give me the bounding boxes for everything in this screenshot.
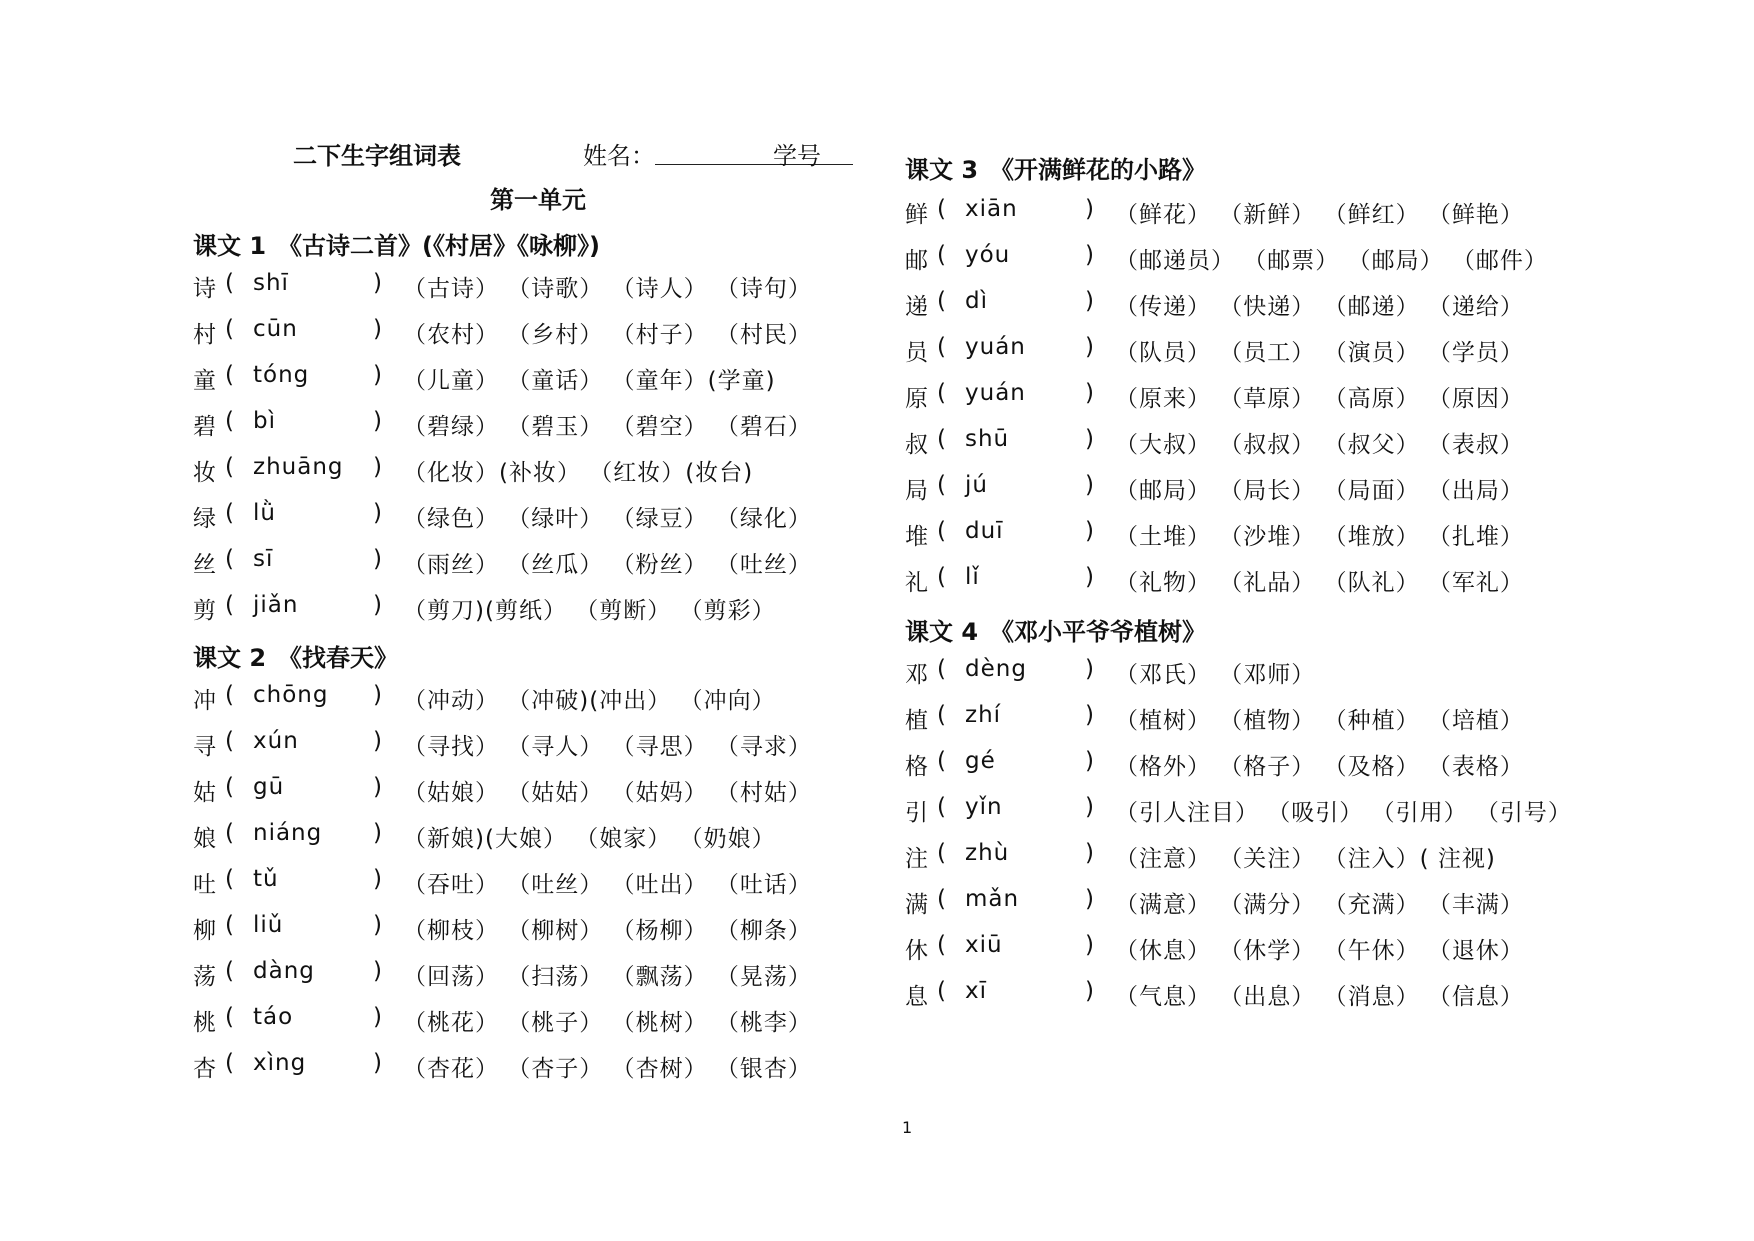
- word-list: （姑娘） （姑姑） （姑妈） （村姑）: [403, 780, 812, 806]
- paren-close: ): [1085, 426, 1094, 452]
- paren-open: (: [937, 334, 946, 360]
- paren-open: (: [937, 932, 946, 958]
- pinyin: jiǎn: [253, 592, 299, 618]
- word-list: （雨丝） （丝瓜） （粉丝） （吐丝）: [403, 552, 812, 578]
- paren-close: ): [1085, 334, 1094, 360]
- character: 绿: [193, 506, 216, 532]
- word-list: （邓氏） （邓师）: [1115, 662, 1316, 688]
- character: 员: [905, 340, 928, 366]
- character: 姑: [193, 780, 216, 806]
- paren-open: (: [225, 500, 234, 526]
- paren-close: ): [373, 546, 382, 572]
- paren-open: (: [937, 748, 946, 774]
- pinyin: mǎn: [965, 886, 1020, 912]
- unit-title: 第一单元: [490, 186, 586, 214]
- character: 杏: [193, 1056, 216, 1082]
- character: 格: [905, 754, 928, 780]
- word-list: （农村） （乡村） （村子） （村民）: [403, 322, 812, 348]
- word-list: （气息） （出息） （消息） （信息）: [1115, 984, 1524, 1010]
- paren-close: ): [1085, 656, 1094, 682]
- pinyin: xī: [965, 978, 988, 1004]
- paren-close: ): [373, 270, 382, 296]
- pinyin: tǔ: [253, 866, 279, 892]
- pinyin: liǔ: [253, 912, 284, 938]
- paren-close: ): [373, 500, 382, 526]
- paren-close: ): [1085, 242, 1094, 268]
- lesson-title: 课文 2 《找春天》: [193, 644, 399, 672]
- character: 注: [905, 846, 928, 872]
- pinyin: gū: [253, 774, 285, 800]
- paren-close: ): [1085, 794, 1094, 820]
- paren-close: ): [373, 912, 382, 938]
- character: 局: [905, 478, 928, 504]
- paren-close: ): [373, 316, 382, 342]
- pinyin: yǐn: [965, 794, 1003, 820]
- pinyin: táo: [253, 1004, 294, 1030]
- pinyin: zhuāng: [253, 454, 344, 480]
- paren-close: ): [1085, 196, 1094, 222]
- character: 邮: [905, 248, 928, 274]
- paren-close: ): [373, 958, 382, 984]
- pinyin: zhí: [965, 702, 1002, 728]
- pinyin: shū: [965, 426, 1010, 452]
- pinyin: lǜ: [253, 500, 276, 526]
- pinyin: xiān: [965, 196, 1018, 222]
- paren-close: ): [373, 362, 382, 388]
- pinyin: xún: [253, 728, 299, 754]
- word-list: （大叔） （叔叔） （叔父） （表叔）: [1115, 432, 1524, 458]
- pinyin: lǐ: [965, 564, 980, 590]
- name-blank-line: [655, 164, 853, 165]
- character: 满: [905, 892, 928, 918]
- paren-open: (: [937, 242, 946, 268]
- paren-open: (: [225, 1050, 234, 1076]
- paren-close: ): [1085, 886, 1094, 912]
- paren-close: ): [1085, 380, 1094, 406]
- paren-open: (: [225, 774, 234, 800]
- paren-open: (: [225, 820, 234, 846]
- paren-open: (: [937, 702, 946, 728]
- word-list: （绿色） （绿叶） （绿豆） （绿化）: [403, 506, 812, 532]
- paren-open: (: [225, 592, 234, 618]
- pinyin: dèng: [965, 656, 1027, 682]
- pinyin: jú: [965, 472, 988, 498]
- pinyin: sī: [253, 546, 274, 572]
- character: 引: [905, 800, 928, 826]
- paren-open: (: [937, 564, 946, 590]
- pinyin: chōng: [253, 682, 329, 708]
- character: 娘: [193, 826, 216, 852]
- character: 叔: [905, 432, 928, 458]
- paren-close: ): [1085, 288, 1094, 314]
- word-list: （鲜花） （新鲜） （鲜红） （鲜艳）: [1115, 202, 1524, 228]
- character: 碧: [193, 414, 216, 440]
- pinyin: xìng: [253, 1050, 307, 1076]
- word-list: （队员） （员工） （演员） （学员）: [1115, 340, 1524, 366]
- word-list: （休息） （休学） （午休） （退休）: [1115, 938, 1524, 964]
- character: 桃: [193, 1010, 216, 1036]
- student-id-label: 学号: [773, 142, 821, 170]
- pinyin: yuán: [965, 334, 1026, 360]
- character: 村: [193, 322, 216, 348]
- word-list: （古诗） （诗歌） （诗人） （诗句）: [403, 276, 812, 302]
- paren-close: ): [1085, 564, 1094, 590]
- character: 堆: [905, 524, 928, 550]
- word-list: （格外） （格子） （及格） （表格）: [1115, 754, 1524, 780]
- paren-open: (: [225, 362, 234, 388]
- pinyin: xiū: [965, 932, 1003, 958]
- paren-close: ): [373, 682, 382, 708]
- paren-close: ): [373, 820, 382, 846]
- word-list: （植树） （植物） （种植） （培植）: [1115, 708, 1524, 734]
- paren-close: ): [373, 408, 382, 434]
- character: 诗: [193, 276, 216, 302]
- pinyin: duī: [965, 518, 1004, 544]
- word-list: （碧绿） （碧玉） （碧空） （碧石）: [403, 414, 812, 440]
- paren-close: ): [1085, 840, 1094, 866]
- paren-open: (: [225, 728, 234, 754]
- paren-open: (: [937, 794, 946, 820]
- character: 柳: [193, 918, 216, 944]
- header: [193, 136, 883, 176]
- word-list: （剪刀)(剪纸） （剪断） （剪彩）: [403, 598, 776, 624]
- word-list: （土堆） （沙堆） （堆放） （扎堆）: [1115, 524, 1524, 550]
- paren-open: (: [937, 656, 946, 682]
- paren-open: (: [937, 288, 946, 314]
- word-list: （引人注目） （吸引） （引用） （引号）: [1115, 800, 1572, 826]
- character: 礼: [905, 570, 928, 596]
- paren-open: (: [937, 840, 946, 866]
- paren-open: (: [937, 472, 946, 498]
- word-list: （传递） （快递） （邮递） （递给）: [1115, 294, 1524, 320]
- paren-close: ): [1085, 518, 1094, 544]
- word-list: （满意） （满分） （充满） （丰满）: [1115, 892, 1524, 918]
- character: 荡: [193, 964, 216, 990]
- paren-open: (: [937, 426, 946, 452]
- word-list: （寻找） （寻人） （寻思） （寻求）: [403, 734, 812, 760]
- paren-close: ): [373, 774, 382, 800]
- pinyin: dì: [965, 288, 988, 314]
- character: 冲: [193, 688, 216, 714]
- pinyin: shī: [253, 270, 289, 296]
- paren-close: ): [373, 728, 382, 754]
- paren-close: ): [373, 592, 382, 618]
- pinyin: yóu: [965, 242, 1011, 268]
- paren-close: ): [373, 454, 382, 480]
- word-list: （回荡） （扫荡） （飘荡） （晃荡）: [403, 964, 812, 990]
- pinyin: bì: [253, 408, 276, 434]
- character: 寻: [193, 734, 216, 760]
- paren-open: (: [937, 518, 946, 544]
- word-list: （礼物） （礼品） （队礼） （军礼）: [1115, 570, 1524, 596]
- character: 邓: [905, 662, 928, 688]
- paren-open: (: [225, 866, 234, 892]
- lesson-title: 课文 4 《邓小平爷爷植树》: [905, 618, 1207, 646]
- character: 童: [193, 368, 216, 394]
- paren-close: ): [1085, 702, 1094, 728]
- character: 剪: [193, 598, 216, 624]
- paren-open: (: [225, 958, 234, 984]
- paren-open: (: [225, 408, 234, 434]
- lesson-title: 课文 3 《开满鲜花的小路》: [905, 156, 1207, 184]
- document-title: 二下生字组词表: [293, 142, 461, 170]
- word-list: （邮局） （局长） （局面） （出局）: [1115, 478, 1524, 504]
- pinyin: dàng: [253, 958, 315, 984]
- paren-close: ): [1085, 472, 1094, 498]
- paren-open: (: [225, 316, 234, 342]
- pinyin: cūn: [253, 316, 298, 342]
- character: 递: [905, 294, 928, 320]
- paren-close: ): [373, 866, 382, 892]
- character: 息: [905, 984, 928, 1010]
- paren-open: (: [937, 978, 946, 1004]
- word-list: （冲动） （冲破)(冲出） （冲向）: [403, 688, 776, 714]
- word-list: （儿童） （童话） （童年）(学童): [403, 368, 776, 394]
- pinyin: niáng: [253, 820, 323, 846]
- word-list: （注意） （关注） （注入）( 注视): [1115, 846, 1496, 872]
- paren-open: (: [225, 454, 234, 480]
- character: 吐: [193, 872, 216, 898]
- paren-close: ): [1085, 978, 1094, 1004]
- name-label: 姓名：: [583, 142, 655, 170]
- word-list: （柳枝） （柳树） （杨柳） （柳条）: [403, 918, 812, 944]
- paren-close: ): [1085, 748, 1094, 774]
- paren-close: ): [373, 1004, 382, 1030]
- paren-open: (: [225, 546, 234, 572]
- word-list: （化妆）(补妆） （红妆）(妆台): [403, 460, 754, 486]
- pinyin: gé: [965, 748, 996, 774]
- page-number: 1: [902, 1118, 913, 1137]
- paren-open: (: [225, 270, 234, 296]
- pinyin: tóng: [253, 362, 310, 388]
- paren-close: ): [1085, 932, 1094, 958]
- pinyin: yuán: [965, 380, 1026, 406]
- character: 鲜: [905, 202, 928, 228]
- character: 植: [905, 708, 928, 734]
- paren-close: ): [373, 1050, 382, 1076]
- character: 丝: [193, 552, 216, 578]
- paren-open: (: [225, 1004, 234, 1030]
- paren-open: (: [937, 380, 946, 406]
- pinyin: zhù: [965, 840, 1010, 866]
- paren-open: (: [937, 886, 946, 912]
- character: 妆: [193, 460, 216, 486]
- paren-open: (: [937, 196, 946, 222]
- lesson-title: 课文 1 《古诗二首》(《村居》《咏柳》): [193, 232, 600, 260]
- word-list: （吞吐） （吐丝） （吐出） （吐话）: [403, 872, 812, 898]
- word-list: （新娘)(大娘） （娘家） （奶娘）: [403, 826, 776, 852]
- character: 休: [905, 938, 928, 964]
- character: 原: [905, 386, 928, 412]
- word-list: （原来） （草原） （高原） （原因）: [1115, 386, 1524, 412]
- paren-open: (: [225, 912, 234, 938]
- paren-open: (: [225, 682, 234, 708]
- word-list: （杏花） （杏子） （杏树） （银杏）: [403, 1056, 812, 1082]
- word-list: （桃花） （桃子） （桃树） （桃李）: [403, 1010, 812, 1036]
- word-list: （邮递员） （邮票） （邮局） （邮件）: [1115, 248, 1548, 274]
